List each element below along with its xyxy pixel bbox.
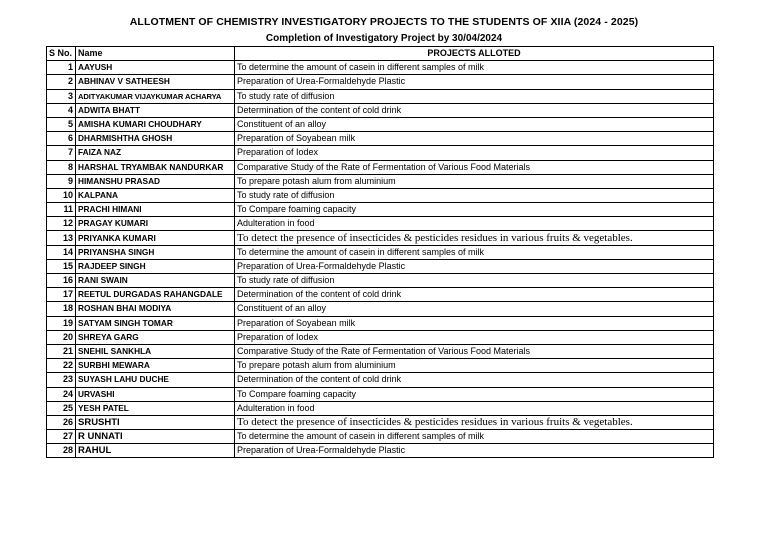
row-project: To prepare potash alum from aluminium [235, 359, 714, 373]
row-project: To determine the amount of casein in different samples of milk [235, 430, 714, 444]
row-sno: 6 [47, 132, 76, 146]
row-project: To determine the amount of casein in different samples of milk [235, 61, 714, 75]
row-student-name: PRIYANSHA SINGH [76, 245, 235, 259]
table-row [47, 316, 714, 330]
row-sno: 22 [47, 359, 76, 373]
row-sno: 17 [47, 288, 76, 302]
table-row [47, 344, 714, 358]
row-student-name: HARSHAL TRYAMBAK NANDURKAR [76, 160, 235, 174]
row-project: To determine the amount of casein in different samples of milk [235, 245, 714, 259]
row-project: To detect the presence of insecticides & pesticides residues in various fruits & vegetables. [235, 231, 714, 245]
row-student-name: RAJDEEP SINGH [76, 259, 235, 273]
table-row [47, 117, 714, 131]
row-sno: 9 [47, 174, 76, 188]
project-allotment-table [46, 46, 714, 458]
row-sno: 13 [47, 231, 76, 245]
row-project: Preparation of Iodex [235, 146, 714, 160]
table-header-row [47, 47, 714, 61]
row-project: Determination of the content of cold drink [235, 288, 714, 302]
row-sno: 14 [47, 245, 76, 259]
row-project: To Compare foaming capacity [235, 387, 714, 401]
row-project: Preparation of Soyabean milk [235, 316, 714, 330]
table-row [47, 387, 714, 401]
row-sno: 20 [47, 330, 76, 344]
row-student-name: SHREYA GARG [76, 330, 235, 344]
document-subtitle: Completion of Investigatory Project by 30/04/2024 [265, 33, 503, 44]
row-sno: 10 [47, 188, 76, 202]
row-sno: 16 [47, 274, 76, 288]
row-project: To study rate of diffusion [235, 274, 714, 288]
table-row [47, 330, 714, 344]
row-sno: 28 [47, 444, 76, 458]
header-sno: S No. [47, 47, 76, 61]
table-row [47, 359, 714, 373]
row-sno: 8 [47, 160, 76, 174]
table-row [47, 259, 714, 273]
row-student-name: SRUSHTI [76, 415, 235, 429]
row-project: To study rate of diffusion [235, 188, 714, 202]
row-student-name: ABHINAV V SATHEESH [76, 75, 235, 89]
row-student-name: SATYAM SINGH TOMAR [76, 316, 235, 330]
row-student-name: URVASHI [76, 387, 235, 401]
row-sno: 27 [47, 430, 76, 444]
row-sno: 1 [47, 61, 76, 75]
row-student-name: RAHUL [76, 444, 235, 458]
table-row [47, 132, 714, 146]
row-sno: 5 [47, 117, 76, 131]
row-project: Determination of the content of cold drink [235, 103, 714, 117]
table-row [47, 160, 714, 174]
row-sno: 25 [47, 401, 76, 415]
row-sno: 26 [47, 415, 76, 429]
row-project: Constituent of an alloy [235, 302, 714, 316]
row-sno: 24 [47, 387, 76, 401]
row-project: To detect the presence of insecticides & pesticides residues in various fruits & vegetables. [235, 415, 714, 429]
row-project: Preparation of Urea-Formaldehyde Plastic [235, 444, 714, 458]
table-row [47, 302, 714, 316]
row-project: Comparative Study of the Rate of Fermentation of Various Food Materials [235, 344, 714, 358]
row-student-name: DHARMISHTHA GHOSH [76, 132, 235, 146]
row-sno: 4 [47, 103, 76, 117]
row-student-name: KALPANA [76, 188, 235, 202]
row-sno: 2 [47, 75, 76, 89]
row-project: Comparative Study of the Rate of Fermentation of Various Food Materials [235, 160, 714, 174]
row-student-name: SURBHI MEWARA [76, 359, 235, 373]
row-project: Adulteration in food [235, 217, 714, 231]
row-sno: 18 [47, 302, 76, 316]
table-row [47, 174, 714, 188]
row-student-name: AAYUSH [76, 61, 235, 75]
table-row [47, 245, 714, 259]
table-row [47, 430, 714, 444]
row-sno: 12 [47, 217, 76, 231]
table-row [47, 75, 714, 89]
row-student-name: HIMANSHU PRASAD [76, 174, 235, 188]
row-project: Preparation of Iodex [235, 330, 714, 344]
row-project: Preparation of Soyabean milk [235, 132, 714, 146]
row-sno: 21 [47, 344, 76, 358]
table-row [47, 373, 714, 387]
row-student-name: SUYASH LAHU DUCHE [76, 373, 235, 387]
row-project: Determination of the content of cold drink [235, 373, 714, 387]
row-sno: 19 [47, 316, 76, 330]
row-student-name: YESH PATEL [76, 401, 235, 415]
table-row [47, 401, 714, 415]
row-sno: 11 [47, 203, 76, 217]
row-student-name: PRACHI HIMANI [76, 203, 235, 217]
row-student-name: FAIZA NAZ [76, 146, 235, 160]
row-student-name: ADWITA BHATT [76, 103, 235, 117]
row-project: Preparation of Urea-Formaldehyde Plastic [235, 75, 714, 89]
table-row [47, 103, 714, 117]
row-student-name: AMISHA KUMARI CHOUDHARY [76, 117, 235, 131]
row-sno: 3 [47, 89, 76, 103]
row-student-name: PRAGAY KUMARI [76, 217, 235, 231]
table-row [47, 444, 714, 458]
table-row [47, 146, 714, 160]
table-row [47, 89, 714, 103]
table-row [47, 203, 714, 217]
table-row [47, 217, 714, 231]
row-project: To prepare potash alum from aluminium [235, 174, 714, 188]
table-row [47, 415, 714, 429]
row-student-name: RANI SWAIN [76, 274, 235, 288]
table-row [47, 274, 714, 288]
row-project: To Compare foaming capacity [235, 203, 714, 217]
row-student-name: R UNNATI [76, 430, 235, 444]
header-projects: PROJECTS ALLOTED [235, 47, 714, 61]
row-student-name: PRIYANKA KUMARI [76, 231, 235, 245]
row-student-name: SNEHIL SANKHLA [76, 344, 235, 358]
row-student-name: ADITYAKUMAR VIJAYKUMAR ACHARYA [76, 89, 235, 103]
row-project: Constituent of an alloy [235, 117, 714, 131]
row-sno: 15 [47, 259, 76, 273]
row-student-name: REETUL DURGADAS RAHANGDALE [76, 288, 235, 302]
row-project: To study rate of diffusion [235, 89, 714, 103]
table-row [47, 61, 714, 75]
document-title: ALLOTMENT OF CHEMISTRY INVESTIGATORY PROJECTS TO THE STUDENTS OF XIIA (2024 - 2025) [129, 16, 639, 28]
header-name: Name [76, 47, 235, 61]
row-project: Adulteration in food [235, 401, 714, 415]
table-row [47, 288, 714, 302]
row-sno: 23 [47, 373, 76, 387]
row-project: Preparation of Urea-Formaldehyde Plastic [235, 259, 714, 273]
table-row [47, 188, 714, 202]
row-student-name: ROSHAN BHAI MODIYA [76, 302, 235, 316]
row-sno: 7 [47, 146, 76, 160]
table-row [47, 231, 714, 245]
